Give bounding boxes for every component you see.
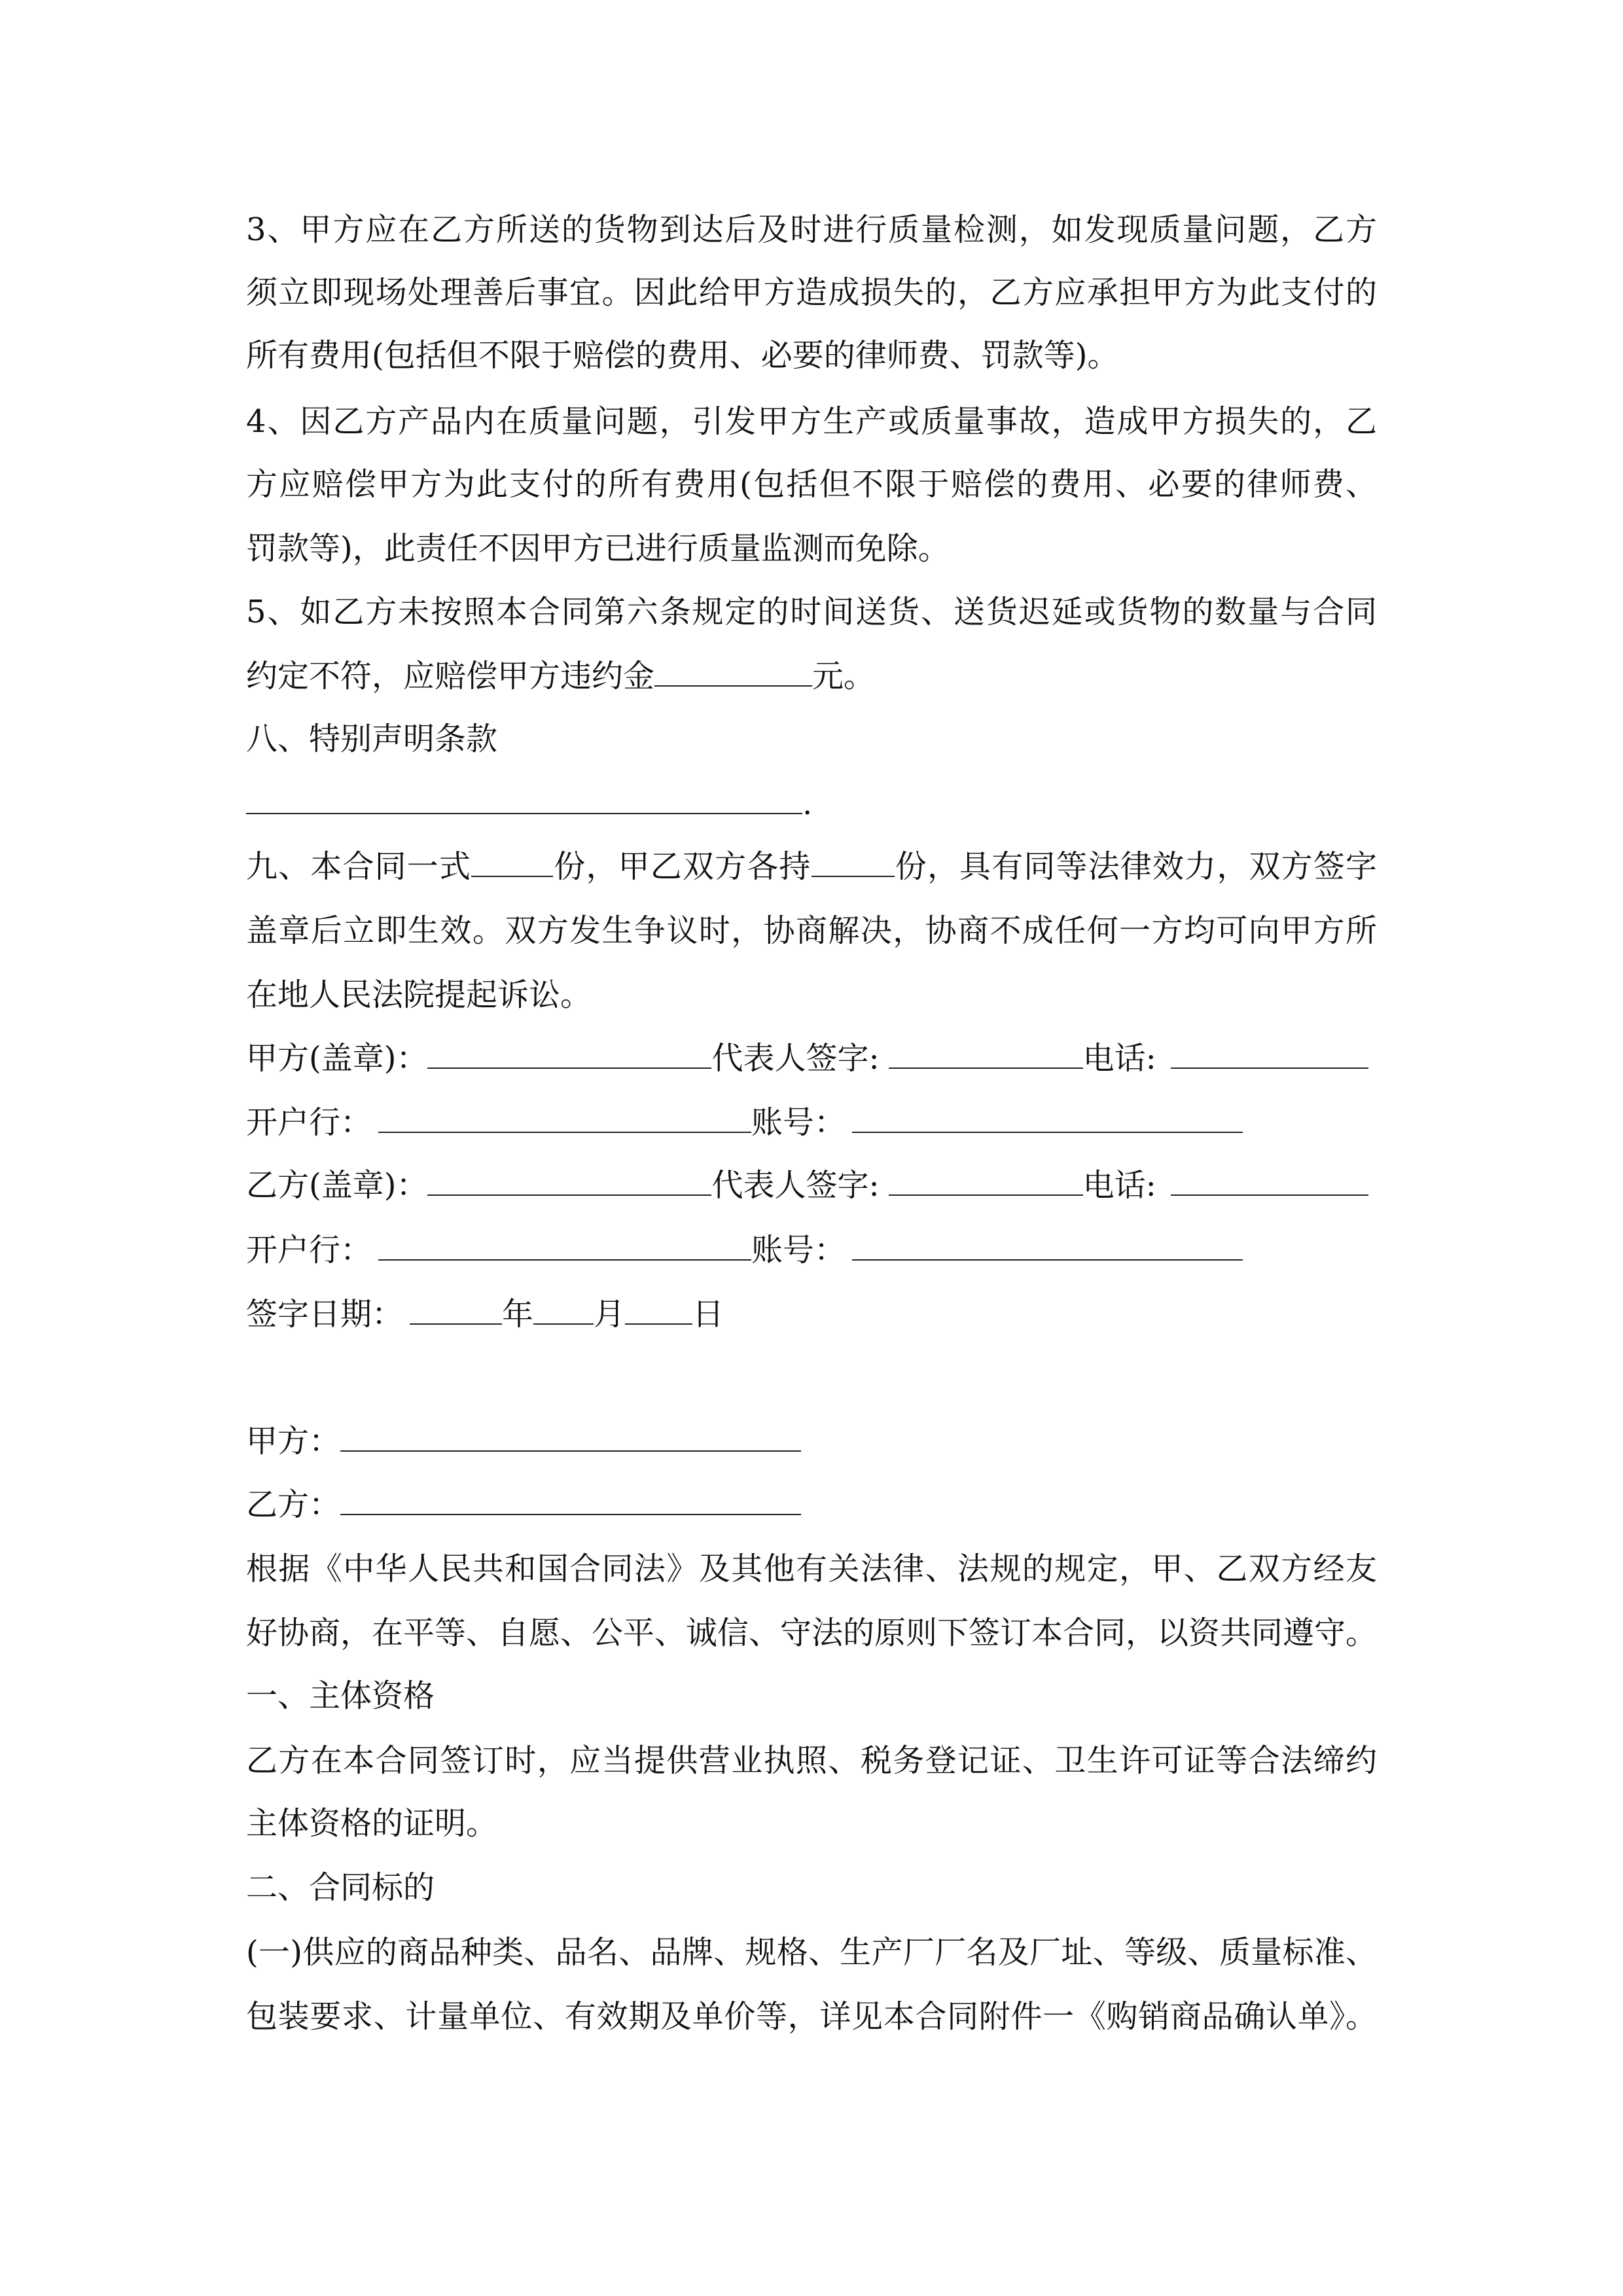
special-terms-blank[interactable] xyxy=(246,783,802,814)
section-2-title: 二、合同标的 xyxy=(246,1869,435,1906)
month-label: 月 xyxy=(594,1296,626,1333)
penalty-amount-blank[interactable] xyxy=(654,655,812,687)
section-9-text: 份，甲乙双方各持 xyxy=(553,848,812,885)
account-label: 账号： xyxy=(751,1232,846,1268)
party-a-row xyxy=(246,1420,801,1462)
clause-4-line-3: 罚款等)，此责任不因甲方已进行质量监测而免除。 xyxy=(246,530,950,567)
clause-3-line-3: 所有费用(包括但不限于赔偿的费用、必要的律师费、罚款等)。 xyxy=(246,337,1119,374)
section-8-blank-line xyxy=(246,783,812,825)
year-label: 年 xyxy=(502,1296,534,1333)
section-1-line-1: 乙方在本合同签订时，应当提供营业执照、税务登记证、卫生许可证等合法缔约 xyxy=(246,1742,1377,1779)
section-9-text: 九、本合同一式 xyxy=(246,848,472,885)
section-9-line-1 xyxy=(246,846,1377,888)
section-2-line-1: (一)供应的商品种类、品名、品牌、规格、生产厂厂名及厂址、等级、质量标准、 xyxy=(246,1934,1377,1971)
section-1-line-2: 主体资格的证明。 xyxy=(246,1805,498,1842)
bank-label: 开户行： xyxy=(246,1104,372,1141)
section-9-line-3: 在地人民法院提起诉讼。 xyxy=(246,977,592,1013)
section-8-title: 八、特别声明条款 xyxy=(246,721,498,757)
party-a-bank-row xyxy=(246,1102,1243,1143)
phone-label: 电话: xyxy=(1082,1040,1156,1077)
party-a-seal-label: 甲方(盖章)： xyxy=(246,1040,428,1077)
bank-label: 开户行： xyxy=(246,1232,372,1268)
month-field[interactable] xyxy=(533,1293,594,1325)
section-2-line-2: 包装要求、计量单位、有效期及单价等，详见本合同附件一《购销商品确认单》。 xyxy=(246,1998,1377,2035)
party-b-phone-field[interactable] xyxy=(1171,1164,1368,1196)
copies-total-blank[interactable] xyxy=(471,846,553,877)
representative-label: 代表人签字: xyxy=(711,1167,880,1204)
clause-5-line-1: 5、如乙方未按照本合同第六条规定的时间送货、送货迟延或货物的数量与合同 xyxy=(246,594,1377,630)
party-b-label: 乙方： xyxy=(246,1486,341,1523)
clause-5-line-2 xyxy=(246,655,875,697)
section-9-text: 份，具有同等法律效力，双方签字 xyxy=(894,848,1377,885)
currency-unit: 元。 xyxy=(812,658,876,694)
sign-date-label: 签字日期： xyxy=(246,1296,404,1333)
section-9-line-2: 盖章后立即生效。双方发生争议时，协商解决，协商不成任何一方均可向甲方所 xyxy=(246,912,1377,949)
party-a-representative-field[interactable] xyxy=(889,1037,1083,1069)
day-label: 日 xyxy=(692,1296,724,1333)
party-a-account-field[interactable] xyxy=(852,1102,1243,1133)
clause-5-text: 约定不符，应赔偿甲方违约金 xyxy=(246,658,655,694)
account-label: 账号： xyxy=(751,1104,846,1141)
representative-label: 代表人签字: xyxy=(711,1040,880,1077)
party-b-bank-field[interactable] xyxy=(378,1229,751,1261)
copies-each-blank[interactable] xyxy=(812,846,895,877)
party-b-signature-row xyxy=(246,1164,1368,1206)
section-1-title: 一、主体资格 xyxy=(246,1677,435,1714)
party-a-field[interactable] xyxy=(340,1420,801,1452)
clause-3-line-1: 3、甲方应在乙方所送的货物到达后及时进行质量检测，如发现质量问题，乙方 xyxy=(246,211,1377,248)
party-b-representative-field[interactable] xyxy=(889,1164,1083,1196)
intro-line-1: 根据《中华人民共和国合同法》及其他有关法律、法规的规定，甲、乙双方经友 xyxy=(246,1551,1377,1587)
year-field[interactable] xyxy=(410,1293,502,1325)
party-a-label: 甲方： xyxy=(246,1423,341,1460)
clause-4-line-1: 4、因乙方产品内在质量问题，引发甲方生产或质量事故，造成甲方损失的，乙 xyxy=(246,403,1377,440)
sign-date-row xyxy=(246,1293,724,1335)
clause-4-line-2: 方应赔偿甲方为此支付的所有费用(包括但不限于赔偿的费用、必要的律师费、 xyxy=(246,466,1377,503)
party-a-bank-field[interactable] xyxy=(378,1102,751,1133)
party-b-row xyxy=(246,1484,801,1526)
party-b-seal-label: 乙方(盖章)： xyxy=(246,1167,428,1204)
party-b-bank-row xyxy=(246,1229,1243,1271)
clause-3-line-2: 须立即现场处理善后事宜。因此给甲方造成损失的，乙方应承担甲方为此支付的 xyxy=(246,274,1377,311)
intro-line-2: 好协商，在平等、自愿、公平、诚信、守法的原则下签订本合同，以资共同遵守。 xyxy=(246,1615,1378,1651)
party-b-field[interactable] xyxy=(340,1484,801,1515)
day-field[interactable] xyxy=(625,1293,692,1325)
party-b-account-field[interactable] xyxy=(852,1229,1243,1261)
phone-label: 电话: xyxy=(1082,1167,1156,1204)
party-b-seal-field[interactable] xyxy=(427,1164,711,1196)
period: . xyxy=(802,785,813,822)
party-a-seal-field[interactable] xyxy=(427,1037,711,1069)
party-a-phone-field[interactable] xyxy=(1171,1037,1368,1069)
party-a-signature-row xyxy=(246,1037,1368,1079)
